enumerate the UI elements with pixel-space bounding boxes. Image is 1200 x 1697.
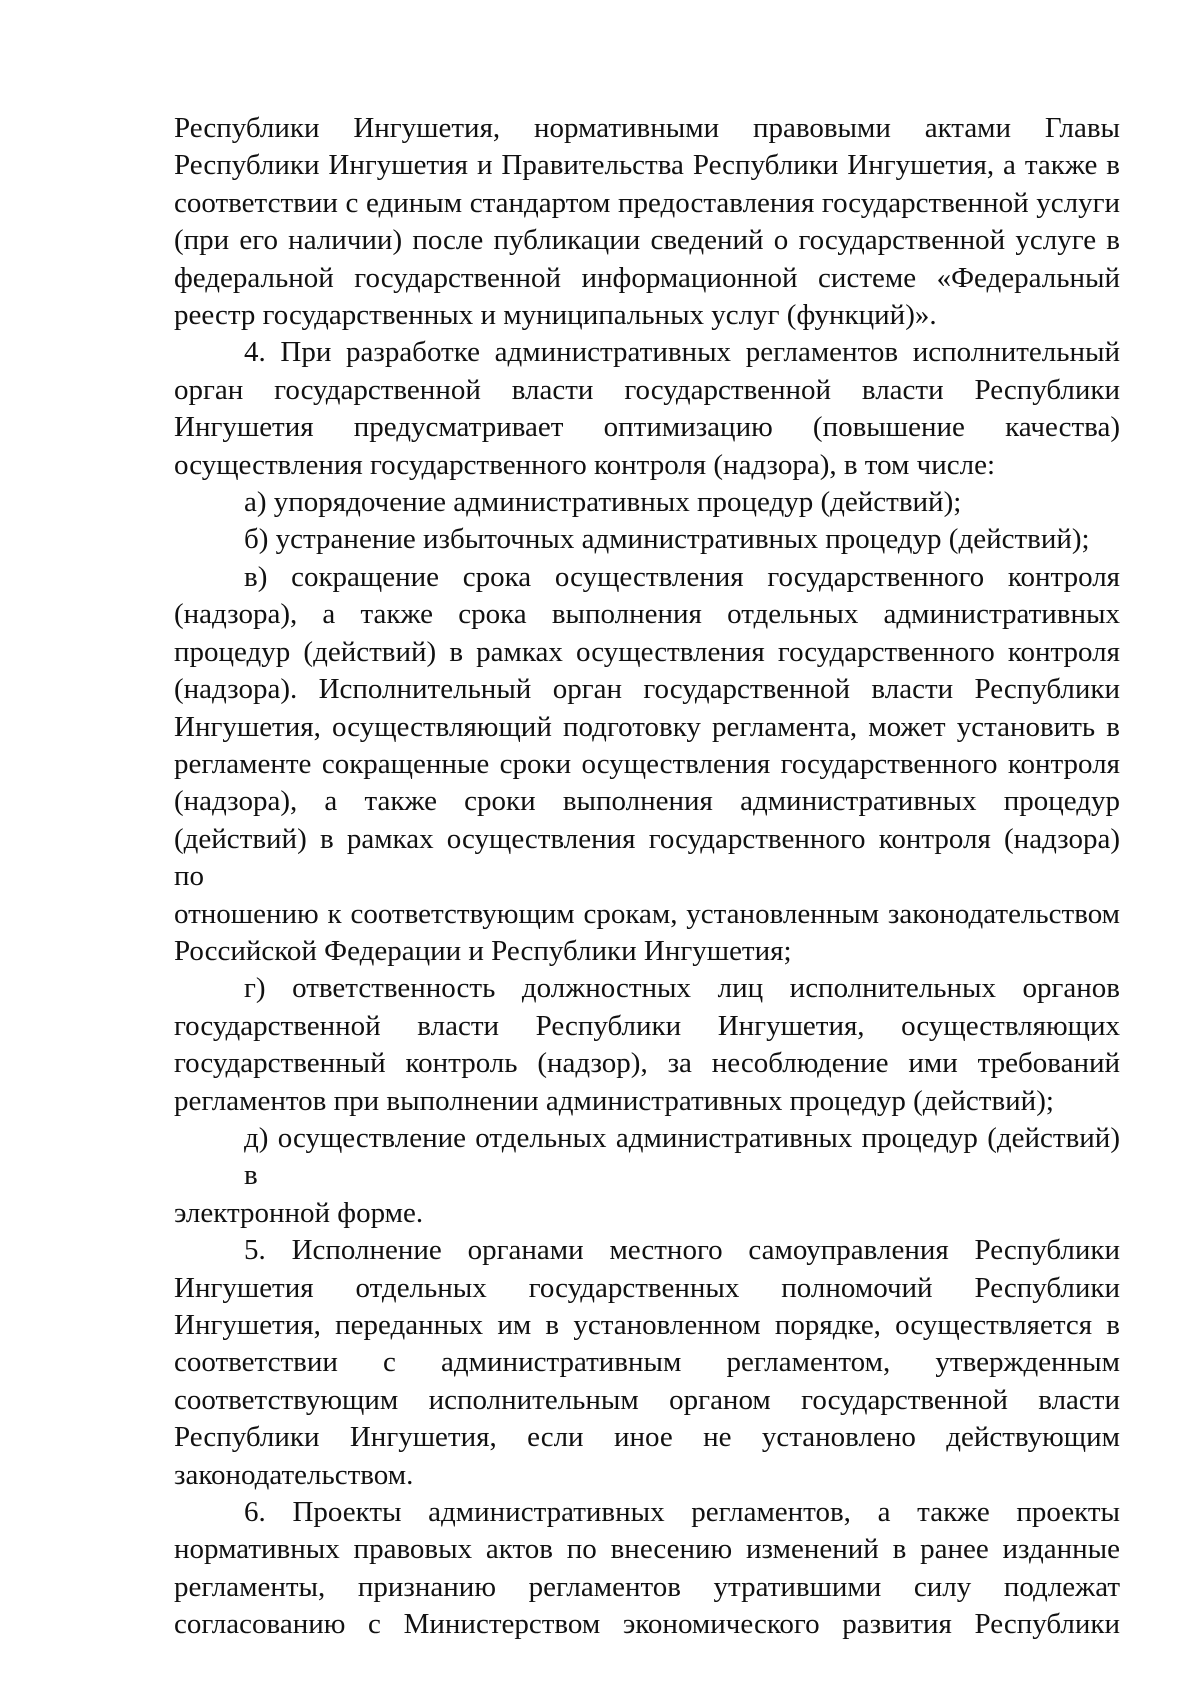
text-line: соответствии с административным регламентом, утвержденным	[174, 1346, 1120, 1379]
text-line: отношению к соответствующим срокам, установленным законодательством	[174, 897, 1120, 930]
paragraph-4d	[174, 1120, 1120, 1232]
text-line: (при его наличии) после публикации сведений о государственной услуге в	[174, 224, 1120, 257]
paragraph-4	[174, 334, 1120, 484]
text-line: регламенты, признанию регламентов утратившими силу подлежат	[174, 1570, 1120, 1603]
text-line: г) ответственность должностных лиц исполнительных органов	[244, 972, 1120, 1005]
text-line: осуществления государственного контроля (надзора), в том числе:	[174, 448, 996, 481]
paragraph-4g	[174, 970, 1120, 1120]
text-line: государственной власти Республики Ингушетия, осуществляющих	[174, 1009, 1120, 1042]
text-line: электронной форме.	[174, 1196, 424, 1229]
text-line: Республики Ингушетия, если иное не установлено действующим	[174, 1421, 1120, 1454]
text-line: регламенте сокращенные сроки осуществления государственного контроля	[174, 747, 1120, 780]
text-line: Ингушетия, осуществляющий подготовку регламента, может установить в	[174, 710, 1120, 743]
text-line: регламентов при выполнении административных процедур (действий);	[174, 1084, 1054, 1117]
text-line: Республики Ингушетия и Правительства Республики Ингушетия, а также в	[174, 149, 1120, 182]
text-line: 4. При разработке административных регламентов исполнительный	[244, 336, 1120, 369]
text-line: реестр государственных и муниципальных услуг (функций)».	[174, 299, 937, 332]
text-line: нормативных правовых актов по внесению изменений в ранее изданные	[174, 1533, 1120, 1566]
paragraph-continued	[174, 110, 1120, 334]
text-line: соответствии с единым стандартом предоставления государственной услуги	[174, 186, 1120, 219]
text-line: процедур (действий) в рамках осуществления государственного контроля	[174, 635, 1120, 668]
text-line: федеральной государственной информационной системе «Федеральный	[174, 261, 1120, 294]
text-line: Республики Ингушетия, нормативными правовыми актами Главы	[174, 112, 1120, 144]
text-line: орган государственной власти государственной власти Республики	[174, 373, 1120, 406]
text-line: (надзора), а также срока выполнения отдельных административных	[174, 598, 1120, 631]
paragraph-4v	[174, 559, 1120, 970]
paragraph-5	[174, 1232, 1120, 1494]
text-line: государственный контроль (надзор), за несоблюдение ими требований	[174, 1047, 1120, 1080]
text-line: соответствующим исполнительным органом государственной власти	[174, 1383, 1120, 1416]
document-body	[174, 110, 1120, 1644]
text-line: а) упорядочение административных процедур (действий);	[244, 486, 962, 519]
text-line: Ингушетия, переданных им в установленном порядке, осуществляется в	[174, 1309, 1120, 1341]
text-line: б) устранение избыточных административных процедур (действий);	[244, 523, 1090, 556]
text-line: (надзора). Исполнительный орган государственной власти Республики	[174, 673, 1120, 706]
text-line: 5. Исполнение органами местного самоуправления Республики	[244, 1234, 1120, 1267]
paragraph-4b	[174, 521, 1120, 558]
paragraph-6	[174, 1494, 1120, 1644]
text-line: согласованию с Министерством экономического развития Республики	[174, 1608, 1120, 1641]
text-line: законодательством.	[174, 1458, 414, 1491]
text-line: 6. Проекты административных регламентов, а также проекты	[244, 1496, 1120, 1529]
text-line: Ингушетия предусматривает оптимизацию (повышение качества)	[174, 411, 1120, 444]
paragraph-4a	[174, 484, 1120, 521]
text-line: в) сокращение срока осуществления государственного контроля	[244, 560, 1120, 593]
text-line: Ингушетия отдельных государственных полномочий Республики	[174, 1271, 1120, 1304]
text-line: (действий) в рамках осуществления государственного контроля (надзора) по	[174, 822, 1120, 893]
text-line: (надзора), а также сроки выполнения административных процедур	[174, 785, 1120, 818]
text-line: Российской Федерации и Республики Ингушетия;	[174, 934, 792, 967]
text-line: д) осуществление отдельных административных процедур (действий) в	[244, 1121, 1120, 1192]
